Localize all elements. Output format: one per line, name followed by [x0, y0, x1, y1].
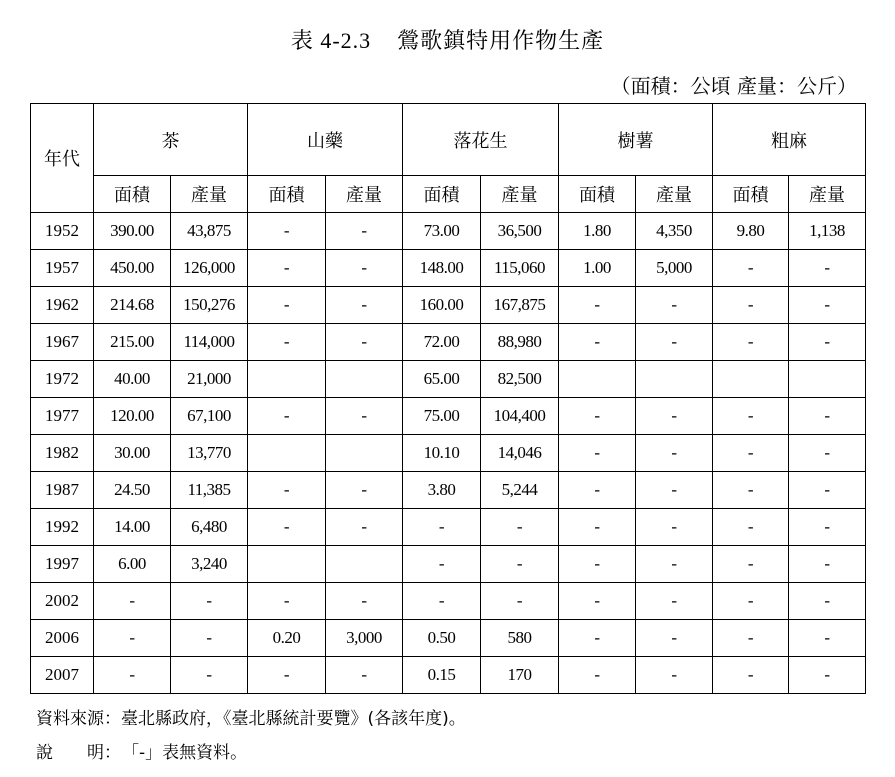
unit-note: （面積：公頃 產量：公斤） — [610, 74, 857, 98]
table-cell: - — [713, 583, 789, 620]
table-cell: - — [248, 324, 326, 361]
table-cell: - — [326, 287, 403, 324]
table-cell: - — [636, 287, 713, 324]
table-cell: 43,875 — [171, 213, 248, 250]
table-cell: - — [559, 435, 636, 472]
table-cell: 150,276 — [171, 287, 248, 324]
table-cell: 104,400 — [481, 398, 559, 435]
table-cell: - — [171, 620, 248, 657]
sub-header-area: 面積 — [713, 176, 789, 213]
table-cell: 3.80 — [403, 472, 481, 509]
table-cell: - — [789, 398, 866, 435]
table-cell: - — [326, 213, 403, 250]
table-cell: - — [636, 620, 713, 657]
table-cell: - — [248, 398, 326, 435]
crop-production-table — [30, 103, 866, 694]
table-cell: - — [248, 583, 326, 620]
table-cell: 88,980 — [481, 324, 559, 361]
table-cell: - — [94, 583, 171, 620]
table-cell: - — [789, 620, 866, 657]
table-row — [31, 472, 866, 509]
table-cell — [713, 361, 789, 398]
table-cell: - — [481, 509, 559, 546]
table-cell: - — [713, 435, 789, 472]
explain-label: 說 明： — [36, 743, 121, 763]
table-row — [31, 509, 866, 546]
year-cell: 1952 — [31, 213, 94, 250]
table-cell — [326, 546, 403, 583]
table-row — [31, 324, 866, 361]
table-cell: 1.00 — [559, 250, 636, 287]
year-cell: 2002 — [31, 583, 94, 620]
table-cell: - — [789, 657, 866, 694]
table-cell: - — [559, 472, 636, 509]
crop-header-tea: 茶 — [94, 104, 248, 176]
table-cell: - — [326, 583, 403, 620]
table-cell: - — [789, 250, 866, 287]
table-row — [31, 361, 866, 398]
table-cell: 6,480 — [171, 509, 248, 546]
year-cell: 1997 — [31, 546, 94, 583]
table-cell: 580 — [481, 620, 559, 657]
table-cell: 14,046 — [481, 435, 559, 472]
year-cell: 2007 — [31, 657, 94, 694]
table-cell: - — [326, 472, 403, 509]
table-cell: 3,000 — [326, 620, 403, 657]
table-cell: - — [326, 509, 403, 546]
year-cell: 1967 — [31, 324, 94, 361]
table-cell: - — [559, 620, 636, 657]
table-cell: 160.00 — [403, 287, 481, 324]
table-cell: 390.00 — [94, 213, 171, 250]
table-cell: 0.20 — [248, 620, 326, 657]
table-row — [31, 620, 866, 657]
sub-header-area: 面積 — [559, 176, 636, 213]
crop-header-cassava: 樹薯 — [559, 104, 713, 176]
table-cell: 13,770 — [171, 435, 248, 472]
table-cell: 6.00 — [94, 546, 171, 583]
table-cell: 1.80 — [559, 213, 636, 250]
year-cell: 1957 — [31, 250, 94, 287]
table-cell: - — [713, 509, 789, 546]
table-cell: - — [248, 657, 326, 694]
table-cell: - — [559, 657, 636, 694]
table-cell: 167,875 — [481, 287, 559, 324]
table-cell: - — [326, 398, 403, 435]
table-cell: - — [248, 509, 326, 546]
table-cell: 73.00 — [403, 213, 481, 250]
table-cell: - — [248, 250, 326, 287]
year-cell: 1987 — [31, 472, 94, 509]
table-cell: 21,000 — [171, 361, 248, 398]
table-row — [31, 657, 866, 694]
table-cell: - — [481, 546, 559, 583]
table-cell: 14.00 — [94, 509, 171, 546]
table-cell: 115,060 — [481, 250, 559, 287]
table-cell: - — [636, 509, 713, 546]
table-cell: - — [636, 546, 713, 583]
table-cell: 215.00 — [94, 324, 171, 361]
table-cell — [248, 435, 326, 472]
table-cell: - — [326, 250, 403, 287]
table-cell: 126,000 — [171, 250, 248, 287]
source-note: 資料來源：臺北縣政府，《臺北縣統計要覽》(各該年度)。 — [36, 709, 466, 729]
table-cell: 4,350 — [636, 213, 713, 250]
table-row — [31, 546, 866, 583]
table-cell: - — [713, 250, 789, 287]
table-cell: - — [559, 324, 636, 361]
table-cell: - — [248, 213, 326, 250]
table-cell: - — [171, 657, 248, 694]
sub-header-area: 面積 — [94, 176, 171, 213]
table-cell — [248, 361, 326, 398]
table-cell: 65.00 — [403, 361, 481, 398]
table-cell: - — [789, 324, 866, 361]
table-cell: 0.15 — [403, 657, 481, 694]
table-cell: - — [636, 472, 713, 509]
explain-text: 「-」表無資料。 — [122, 743, 248, 763]
table-cell: - — [636, 324, 713, 361]
table-cell: - — [559, 583, 636, 620]
table-cell: 11,385 — [171, 472, 248, 509]
table-cell: 114,000 — [171, 324, 248, 361]
year-cell: 1992 — [31, 509, 94, 546]
year-cell: 1982 — [31, 435, 94, 472]
table-cell: 1,138 — [789, 213, 866, 250]
table-cell: - — [636, 435, 713, 472]
table-cell: - — [171, 583, 248, 620]
table-cell: 170 — [481, 657, 559, 694]
table-cell: - — [789, 287, 866, 324]
table-cell: - — [713, 324, 789, 361]
table-cell: 36,500 — [481, 213, 559, 250]
table-cell: - — [713, 287, 789, 324]
table-cell: 5,244 — [481, 472, 559, 509]
table-cell: - — [636, 583, 713, 620]
table-row — [31, 213, 866, 250]
crop-header-hemp: 粗麻 — [713, 104, 866, 176]
table-cell: - — [403, 546, 481, 583]
table-row — [31, 435, 866, 472]
table-cell: - — [636, 398, 713, 435]
explain-note — [36, 736, 466, 770]
table-row — [31, 250, 866, 287]
table-cell — [559, 361, 636, 398]
table-cell: 24.50 — [94, 472, 171, 509]
sub-header-area: 面積 — [403, 176, 481, 213]
year-header: 年代 — [31, 104, 94, 213]
table-row — [31, 398, 866, 435]
table-cell: - — [403, 583, 481, 620]
table-cell: - — [94, 620, 171, 657]
table-cell: - — [636, 657, 713, 694]
table-cell — [636, 361, 713, 398]
crop-header-yam: 山藥 — [248, 104, 403, 176]
table-cell: - — [789, 435, 866, 472]
table-cell: 75.00 — [403, 398, 481, 435]
table-cell: 3,240 — [171, 546, 248, 583]
table-cell: - — [403, 509, 481, 546]
year-cell: 2006 — [31, 620, 94, 657]
table-cell — [326, 435, 403, 472]
table-cell: - — [248, 287, 326, 324]
table-row — [31, 583, 866, 620]
table-cell: - — [559, 509, 636, 546]
table-cell: - — [789, 472, 866, 509]
sub-header-yield: 產量 — [636, 176, 713, 213]
table-cell: - — [94, 657, 171, 694]
table-cell: 120.00 — [94, 398, 171, 435]
table-cell: - — [559, 398, 636, 435]
table-cell: 72.00 — [403, 324, 481, 361]
table-number: 表 4-2.3 — [290, 28, 372, 53]
table-cell: 67,100 — [171, 398, 248, 435]
sub-header-yield: 產量 — [789, 176, 866, 213]
table-cell: 10.10 — [403, 435, 481, 472]
table-cell: - — [713, 472, 789, 509]
crop-header-peanut: 落花生 — [403, 104, 559, 176]
table-cell: 450.00 — [94, 250, 171, 287]
table-cell: 5,000 — [636, 250, 713, 287]
sub-header-yield: 產量 — [326, 176, 403, 213]
table-cell: - — [326, 657, 403, 694]
table-cell: 214.68 — [94, 287, 171, 324]
year-cell: 1972 — [31, 361, 94, 398]
table-cell: 30.00 — [94, 435, 171, 472]
table-cell: 9.80 — [713, 213, 789, 250]
table-cell: 148.00 — [403, 250, 481, 287]
table-cell: - — [713, 546, 789, 583]
table-cell: - — [326, 324, 403, 361]
sub-header-area: 面積 — [248, 176, 326, 213]
table-row — [31, 287, 866, 324]
year-cell: 1977 — [31, 398, 94, 435]
table-title-text: 鶯歌鎮特用作物生產 — [397, 28, 605, 53]
table-cell — [326, 361, 403, 398]
table-cell: - — [559, 287, 636, 324]
table-cell: - — [789, 583, 866, 620]
table-cell: 0.50 — [403, 620, 481, 657]
year-cell: 1962 — [31, 287, 94, 324]
sub-header-yield: 產量 — [481, 176, 559, 213]
table-cell: - — [481, 583, 559, 620]
table-cell — [789, 361, 866, 398]
table-cell: 40.00 — [94, 361, 171, 398]
table-cell: - — [559, 546, 636, 583]
table-cell: - — [713, 398, 789, 435]
table-cell: - — [789, 546, 866, 583]
table-cell: 82,500 — [481, 361, 559, 398]
table-title — [0, 24, 895, 55]
table-cell: - — [248, 472, 326, 509]
table-notes — [36, 702, 466, 770]
sub-header-yield: 產量 — [171, 176, 248, 213]
table-cell — [248, 546, 326, 583]
table-cell: - — [713, 657, 789, 694]
table-cell: - — [789, 509, 866, 546]
table-cell: - — [713, 620, 789, 657]
